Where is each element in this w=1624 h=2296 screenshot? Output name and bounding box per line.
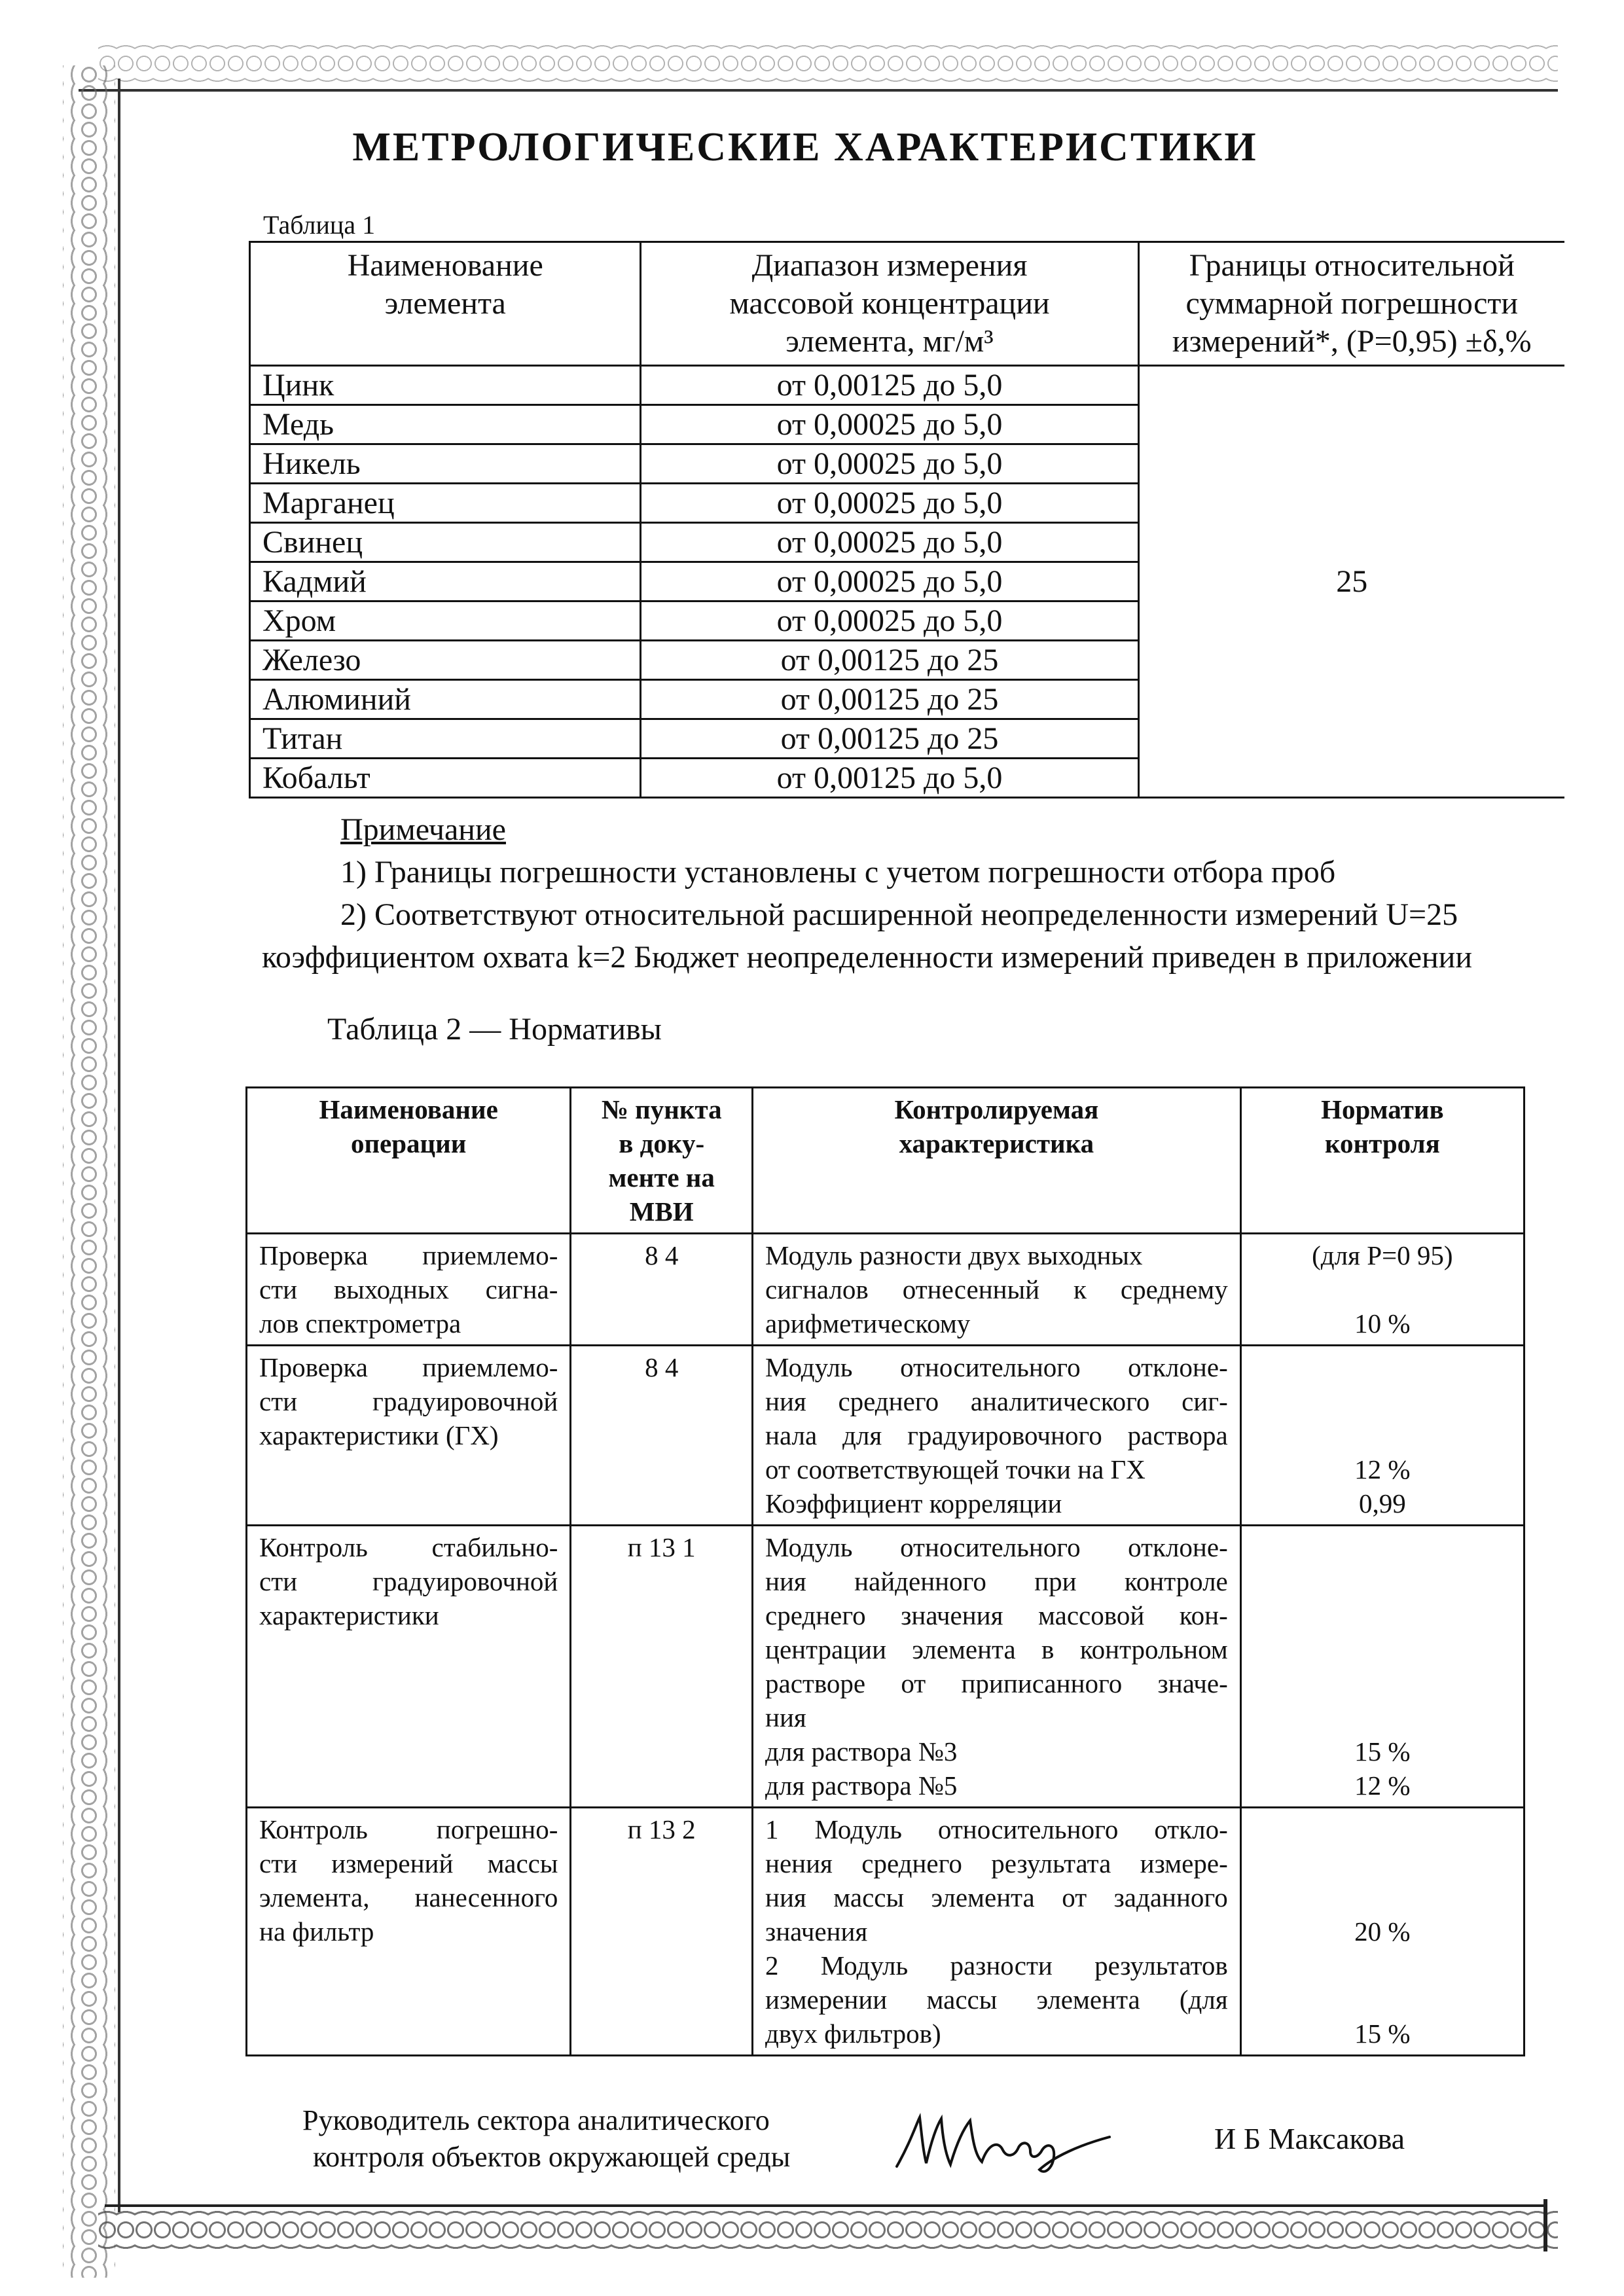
decorative-border-top <box>98 41 1558 86</box>
table1-cell-range: от 0,00125 до 25 <box>641 719 1138 759</box>
characteristic-line: среднего значения массовой кон- <box>765 1600 1228 1630</box>
table2-cell-characteristic <box>753 1526 1241 1808</box>
decorative-border-left <box>63 65 115 2278</box>
characteristic-line: от соответствующей точки на ГХ <box>765 1454 1146 1484</box>
characteristic-line: ния <box>765 1702 806 1732</box>
edge-mark <box>1543 2199 1547 2251</box>
table2-row <box>247 1526 1525 1808</box>
characteristic-line: 2 Модуль разности результатов <box>765 1950 1228 1981</box>
characteristic-line: нала для градуировочного раствора <box>765 1420 1228 1450</box>
decorative-border-bottom <box>98 2207 1558 2253</box>
table2-header-characteristic: Контролируемая характеристика <box>753 1088 1241 1234</box>
table1-cell-range: от 0,00125 до 25 <box>641 641 1138 680</box>
norm-line <box>1254 1846 1511 1880</box>
norm-line <box>1254 1982 1511 2017</box>
norm-line <box>1254 1564 1511 1598</box>
note-line-2: 2) Соответствуют относительной расширенной неопределенности измерений U=25 <box>340 897 1458 932</box>
characteristic-line: для раствора №3 <box>765 1736 958 1767</box>
norm-line: 10 % <box>1354 1308 1411 1338</box>
norm-line: (для P=0 95) <box>1312 1240 1453 1270</box>
table1-cell-element: Кадмий <box>250 562 641 601</box>
operation-line: элемента, нанесенного <box>259 1882 558 1912</box>
operation-line: сти градуировочной <box>259 1566 558 1596</box>
table1-cell-element: Хром <box>250 601 641 641</box>
characteristic-line: Модуль разности двух выходных <box>765 1240 1143 1270</box>
page-title: МЕТРОЛОГИЧЕСКИЕ ХАРАКТЕРИСТИКИ <box>352 125 1258 170</box>
characteristic-line: Модуль относительного отклоне- <box>765 1532 1228 1562</box>
signatory-position: Руководитель сектора аналитического контроля объектов окружающей среды <box>302 2104 791 2173</box>
table2-cell-item: п 13 1 <box>571 1526 753 1808</box>
table2-row <box>247 1346 1525 1526</box>
signatory-name: И Б Максакова <box>1214 2122 1405 2155</box>
table2-row <box>247 1808 1525 2056</box>
table1-cell-range: от 0,00025 до 5,0 <box>641 523 1138 562</box>
table1-cell-element: Кобальт <box>250 759 641 798</box>
characteristic-line: двух фильтров) <box>765 2018 941 2049</box>
characteristic-line: ния среднего аналитического сиг- <box>765 1386 1228 1416</box>
table2-cell-norm <box>1240 1234 1524 1346</box>
operation-line: характеристики (ГХ) <box>259 1420 499 1450</box>
table2-cell-operation <box>247 1346 571 1526</box>
characteristic-line: Коэффициент корреляции <box>765 1488 1062 1518</box>
operation-line: характеристики <box>259 1600 439 1630</box>
table1-cell-range: от 0,00025 до 5,0 <box>641 484 1138 523</box>
table2-cell-norm <box>1240 1526 1524 1808</box>
table1-cell-error: 25 <box>1138 366 1564 798</box>
norm-line <box>1254 1418 1511 1452</box>
operation-line: Контроль погрешно- <box>259 1814 558 1844</box>
operation-line: Контроль стабильно- <box>259 1532 558 1562</box>
norm-line: 12 % <box>1354 1454 1411 1484</box>
border-line-left <box>118 79 120 2212</box>
table1-cell-range: от 0,00025 до 5,0 <box>641 444 1138 484</box>
table2-cell-characteristic <box>753 1346 1241 1526</box>
characteristic-line: Модуль относительного отклоне- <box>765 1352 1228 1382</box>
characteristic-line: для раствора №5 <box>765 1770 958 1801</box>
table2-cell-item: 8 4 <box>571 1346 753 1526</box>
table2-cell-item: п 13 2 <box>571 1808 753 2056</box>
border-line-top <box>79 89 1558 92</box>
norm-line <box>1254 1666 1511 1700</box>
norm-line <box>1254 1812 1511 1846</box>
note-heading: Примечание <box>340 812 506 847</box>
characteristic-line: ния найденного при контроле <box>765 1566 1228 1596</box>
norm-line: 15 % <box>1354 2018 1411 2049</box>
table1-header-row <box>250 242 1565 366</box>
table2-cell-characteristic <box>753 1234 1241 1346</box>
table2-header-operation: Наименование операции <box>247 1088 571 1234</box>
table2-header-norm: Норматив контроля <box>1240 1088 1524 1234</box>
table1-cell-element: Марганец <box>250 484 641 523</box>
table2-cell-operation <box>247 1526 571 1808</box>
table1-cell-range: от 0,00125 до 25 <box>641 680 1138 719</box>
table1-header-error: Границы относительной суммарной погрешности измерений*, (P=0,95) ±δ,% <box>1138 242 1564 366</box>
signature-image <box>890 2104 1113 2176</box>
norm-line <box>1254 1632 1511 1666</box>
table2-cell-item: 8 4 <box>571 1234 753 1346</box>
norm-line <box>1254 1272 1511 1306</box>
operation-line: Проверка приемлемо- <box>259 1240 558 1270</box>
table1-header-element: Наименование элемента <box>250 242 641 366</box>
norm-line <box>1254 1384 1511 1418</box>
norm-line: 12 % <box>1354 1770 1411 1801</box>
table1-cell-element: Медь <box>250 405 641 444</box>
table2-caption: Таблица 2 — Нормативы <box>327 1012 662 1047</box>
norm-line <box>1254 1350 1511 1384</box>
norm-line <box>1254 1880 1511 1914</box>
norm-line: 15 % <box>1354 1736 1411 1767</box>
table1 <box>249 241 1564 798</box>
table2-cell-characteristic <box>753 1808 1241 2056</box>
operation-line: на фильтр <box>259 1916 374 1946</box>
norm-line <box>1254 1948 1511 1982</box>
norm-line: 20 % <box>1354 1916 1411 1946</box>
table1-cell-element: Никель <box>250 444 641 484</box>
table2-row <box>247 1234 1525 1346</box>
norm-line: 0,99 <box>1358 1488 1406 1518</box>
characteristic-line: измерении массы элемента (для <box>765 1984 1228 2015</box>
table1-caption: Таблица 1 <box>263 210 376 240</box>
table1-cell-element: Цинк <box>250 366 641 405</box>
note-line-1: 1) Границы погрешности установлены с учетом погрешности отбора проб <box>340 855 1336 889</box>
table2-header-item: № пункта в доку- менте на МВИ <box>571 1088 753 1234</box>
table1-cell-range: от 0,00125 до 5,0 <box>641 759 1138 798</box>
operation-line: сти градуировочной <box>259 1386 558 1416</box>
norm-line <box>1254 1530 1511 1564</box>
characteristic-line: растворе от приписанного значе- <box>765 1668 1228 1698</box>
table1-cell-element: Железо <box>250 641 641 680</box>
table1-cell-element: Титан <box>250 719 641 759</box>
characteristic-line: значения <box>765 1916 868 1946</box>
table2 <box>245 1086 1525 2056</box>
note-line-3: коэффициентом охвата k=2 Бюджет неопределенности измерений приведен в приложении <box>262 940 1473 975</box>
table1-cell-element: Алюминий <box>250 680 641 719</box>
table2-cell-norm <box>1240 1808 1524 2056</box>
table1-cell-range: от 0,00025 до 5,0 <box>641 601 1138 641</box>
table1-cell-range: от 0,00025 до 5,0 <box>641 405 1138 444</box>
table2-cell-operation <box>247 1234 571 1346</box>
table1-row <box>250 366 1565 405</box>
characteristic-line: центрации элемента в контрольном <box>765 1634 1228 1664</box>
characteristic-line: ния массы элемента от заданного <box>765 1882 1228 1912</box>
operation-line: сти выходных сигна- <box>259 1274 558 1304</box>
table2-cell-norm <box>1240 1346 1524 1526</box>
characteristic-line: нения среднего результата измере- <box>765 1848 1228 1878</box>
table2-header-row <box>247 1088 1525 1234</box>
characteristic-line: арифметическому <box>765 1308 971 1338</box>
table1-cell-range: от 0,00025 до 5,0 <box>641 562 1138 601</box>
operation-line: лов спектрометра <box>259 1308 461 1338</box>
characteristic-line: 1 Модуль относительного откло- <box>765 1814 1228 1844</box>
operation-line: сти измерений массы <box>259 1848 558 1878</box>
table2-cell-operation <box>247 1808 571 2056</box>
table1-header-range: Диапазон измерения массовой концентрации элемента, мг/м³ <box>641 242 1138 366</box>
table1-cell-range: от 0,00125 до 5,0 <box>641 366 1138 405</box>
characteristic-line: сигналов отнесенный к среднему <box>765 1274 1228 1304</box>
operation-line: Проверка приемлемо- <box>259 1352 558 1382</box>
norm-line <box>1254 1598 1511 1632</box>
norm-line <box>1254 1700 1511 1734</box>
table1-cell-element: Свинец <box>250 523 641 562</box>
